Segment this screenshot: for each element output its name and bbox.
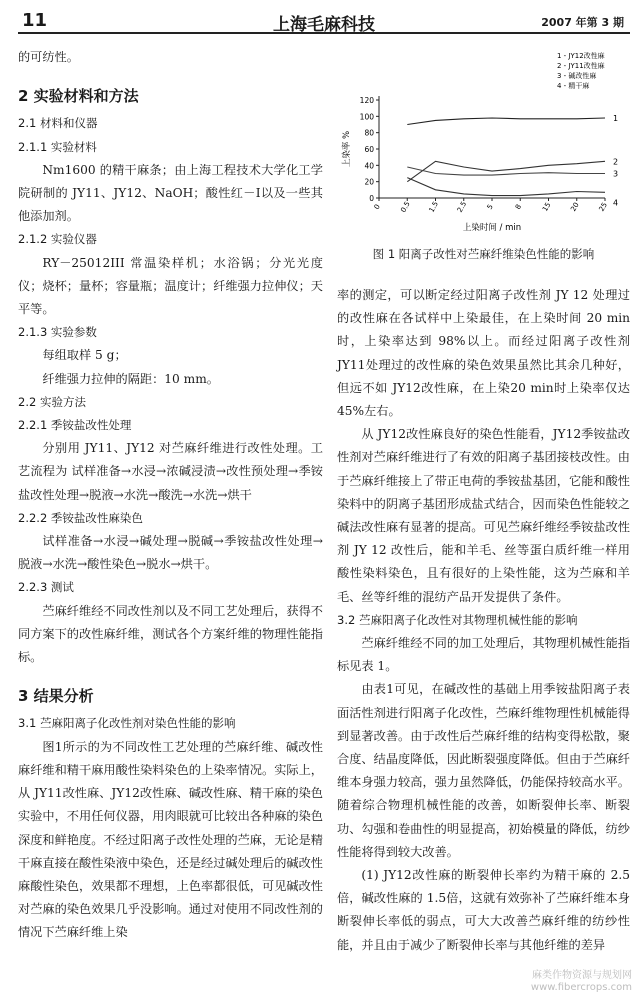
paragraph: 纤维强力拉伸的隔距：10 mm。 [42,371,219,386]
page-number: 11 [22,10,48,31]
series-end-label: 3 [613,169,619,179]
subsubsection-heading: 2.1.1 实验材料 [18,139,97,154]
series-line [407,178,605,196]
watermark [531,970,632,994]
y-tick-label: 40 [364,161,374,171]
section-heading: 3 结果分析 [18,687,94,706]
subsection-heading: 2.2 实验方法 [18,394,86,409]
subsection-heading: 3.2 苎麻阳离子化改性对其物理机械性能的影响 [337,612,578,627]
y-tick-label: 20 [364,177,374,187]
y-tick-label: 80 [364,128,374,138]
subsubsection-heading: 2.1.3 实验参数 [18,325,97,340]
subsubsection-heading: 2.2.2 季铵盐改性麻染色 [18,510,143,525]
paragraph: 苎麻纤维经不同的加工处理后，其物理机械性能指标见表 1。 [337,636,630,674]
x-tick-label: 5 [485,203,495,211]
series-line [407,167,605,175]
watermark-line: 麻类作物资源与规划网 [532,970,632,981]
series-end-label: 1 [613,113,619,123]
legend-entry: 4 - 精干麻 [557,82,590,90]
paragraph: 试样准备→水浸→碱处理→脱碱→季铵盐改性处理→脱液→水洗→酸性染色→脱水→烘干。 [18,534,323,572]
x-tick-label: 20 [569,201,581,213]
subsection-heading: 3.1 苎麻阳离子化改性剂对染色性能的影响 [18,716,236,731]
journal-title: 上海毛麻科技 [273,15,375,35]
x-axis-label: 上染时间 / min [462,223,522,233]
series-end-label: 4 [613,198,619,208]
y-tick-label: 0 [369,194,374,203]
subsubsection-heading: 2.1.2 实验仪器 [18,232,97,247]
y-tick-label: 100 [359,112,374,122]
series-end-label: 2 [613,157,619,167]
x-tick-label: 15 [541,201,553,213]
y-tick-label: 60 [364,145,374,154]
subsubsection-heading: 2.2.3 测试 [18,580,74,595]
section-heading: 2 实验材料和方法 [18,87,139,106]
paragraph: 每组取样 5 g； [42,348,127,363]
series-line [407,161,605,181]
right-column [337,284,630,957]
left-column [18,46,323,945]
issue-label: 2007 年第 3 期 [541,16,624,29]
paragraph: 从 JY12改性麻良好的染色性能看，JY12季铵盐改性剂对苎麻纤维进行了有效的阳离子基团接枝改性。由于苎麻纤维接上了带正电荷的季铵盐基团，它能和酸性染料中的阴离子基团形成盐式结合，因而染色性能较之碱法改性麻有显著的提高。可见苎麻纤维经季铵盐改性剂 JY 12 改性后，能和羊毛、丝等蛋白质纤维一样用酸性染料染色，且有很好的上染性能，这为苎麻和羊毛、丝等纤维的混纺产品开发提供了条件。 [337,427,630,604]
paragraph: (1) JY12改性麻的断裂伸长率约为精干麻的 2.5倍，碱改性麻的 1.5倍，这就有效弥补了苎麻纤维本身断裂伸长率低的弱点，可大大改善苎麻纤维的纺纱性能，并且由于减少了断裂伸长率与其他纤维的差异 [337,868,630,952]
x-tick-label: 1.5 [427,200,441,214]
paragraph: Nm1600 的精干麻条；由上海工程技术大学化工学院研制的 JY11、JY12、NaOH；酸性红－Ⅰ以及一些其他添加剂。 [18,162,323,224]
x-tick-label: 0.5 [399,200,412,214]
page-header [18,8,630,34]
legend-entry: 3 - 碱改性麻 [557,72,597,80]
paragraph: RY－25012III 常温染样机；水浴锅；分光光度仪；烧杯；量杯；容量瓶；温度计；纤维强力拉伸仪；天平等。 [18,255,323,317]
x-tick-label: 2.5 [455,200,469,214]
subsection-heading: 2.1 材料和仪器 [18,116,98,131]
paragraph: 由表1可见，在碱改性的基础上用季铵盐阳离子表面活性剂进行阳离子化改性，苎麻纤维物理性机械能得到显著改善。由于改性后苎麻纤维的结构变得松散，聚合度、结晶度降低，因此断裂强度降低。但由于苎麻纤维本身强力较高，强力虽然降低，仍能保持较高水平。随着综合物理机械性能的改善，如断裂伸长率、断裂功、勾强和卷曲性的明显提高，初始模量的降低，纺纱性能将得到较大改善。 [337,682,630,859]
paragraph: 率的测定，可以断定经过阳离子改性剂 JY 12 处理过的改性麻在各试样中上染最佳，在上染时间 20 min时，上染率达到 98%以上。而经过阳离子改性剂 JY11处理过的改性麻的染色效果虽然比其余几种好，但远不如 JY12改性麻，在上染20 min时上染率仅达45%左右。 [337,288,630,419]
watermark-line: www.fibercrops.com [530,982,632,993]
y-tick-label: 120 [359,96,374,105]
x-tick-label: 0 [372,203,382,211]
paragraph: 分别用 JY11、JY12 对苎麻纤维进行改性处理。工艺流程为 试样准备→水浸→浓碱浸渍→改性预处理→季铵盐改性处理→脱液→水洗→酸洗→水洗→烘干 [18,441,323,502]
x-tick-label: 25 [597,201,609,213]
subsubsection-heading: 2.2.1 季铵盐改性处理 [18,418,132,433]
paragraph: 的可纺性。 [18,50,79,64]
paragraph: 图1所示的为不同改性工艺处理的苎麻纤维、碱改性麻纤维和精干麻用酸性染料染色的上染率情况。实际上，从 JY11改性麻、JY12改性麻、碱改性麻、精干麻的染色实验中，不用任何仪器，用肉眼就可比较出各种麻的染色深度和鲜艳度。不经过阳离子改性处理的苎麻，无论是精干麻直接在酸性染液中染色，还是经过碱处理后的碱改性麻酸性染色，效果都不理想，上色率都很低，可见碱改性对苎麻的染色效果几乎没影响。通过对使用不同改性剂的情况下苎麻纤维上染 [18,739,323,940]
legend-entry: 1 - JY12改性麻 [557,52,605,60]
figure-1 [337,40,630,276]
paragraph: 苎麻纤维经不同改性剂以及不同工艺处理后，获得不同方案下的改性麻纤维，测试各个方案纤维的物理性能指标。 [18,603,323,665]
dyeing-rate-chart [337,40,630,240]
legend-entry: 2 - JY11改性麻 [557,62,605,70]
figure-caption: 图 1 阳离子改性对苎麻纤维染色性能的影响 [372,247,595,261]
x-tick-label: 8 [513,203,524,211]
series-line [407,118,605,125]
y-axis-label: 上染率 % [342,130,352,168]
